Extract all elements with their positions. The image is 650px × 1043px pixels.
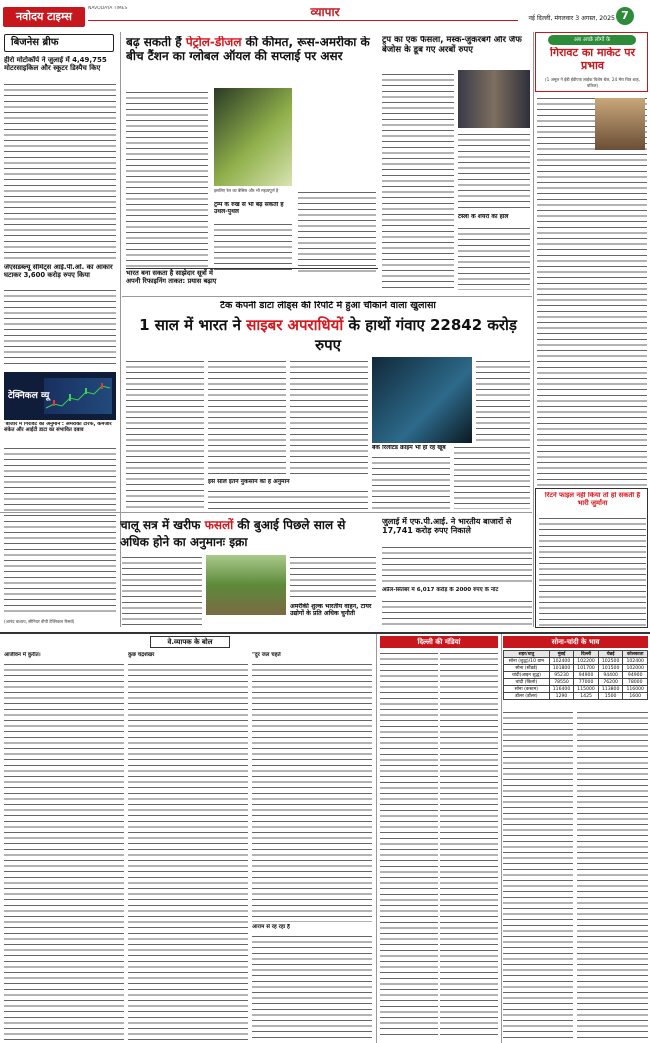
section-name: व्यापार [310,5,340,19]
table-cell: 116000 [623,686,648,693]
table-row [504,679,648,686]
column-divider [376,634,377,1043]
table-cell: 77000 [574,679,599,686]
feature-tag [548,35,636,45]
table-cell: सोना (शुद्ध)/10 ग्राम [504,658,550,665]
crops-headline-red: फसलों [204,518,234,532]
dateline: नई दिल्ली, मंगलवार 3 अगस्त, 2025 [528,15,615,22]
brief2-headline: जेएसडब्ल्यू सीमेंट्स आई.पी.ओ. का आकार घटाकर 3,600 करोड़ रुपए किया [4,264,113,279]
vyapaar-col1 [4,662,124,1040]
fuel-pump-photo [214,88,292,186]
table-cell: 78550 [549,679,574,686]
table-cell: 102000 [623,665,648,672]
table-cell: 101800 [549,665,574,672]
brand-small: NAVODAYA TIMES [88,6,128,11]
crops-body-col1 [122,555,202,627]
table-cell: 101500 [598,665,623,672]
newspaper-logo [3,7,85,27]
cyber-story [122,297,532,512]
column-divider [533,32,534,627]
vyapaar-col3 [252,662,372,922]
fpi-subhead: अप्रैल-सितंबर में 6,017 करोड़ के 2000 रुपए के नोट [382,587,499,593]
bullion-rates-list-col1 [503,710,573,1040]
feature-subline: (1 अमूल ने ईडी ईडीएफ लाईक विशेष बेज, 24 मॅरा चित्र शाह, वकिल) [545,77,642,88]
lead-headline-part1: बढ़ सकती हैं [126,36,182,49]
bullion-col-header: मुंबई [549,651,574,658]
table-cell: सोना (स्टैंडर्ड) [504,665,550,672]
trump-subhead: टैस्ला के शेयरों का हाल [458,214,509,220]
cyber-body-col3 [290,359,368,477]
bullion-col-header: चेन्नई [598,651,623,658]
vyapaar-col3b [252,934,372,1040]
bullion-header-text: सोना-चांदी के भाव [551,638,600,646]
lead-subhead [214,202,292,220]
table-cell: 113800 [598,686,623,693]
bullion-col-header: दिल्ली [574,651,599,658]
vyapaar-col3-subhead: आराम से रह रहा है [252,924,290,930]
bullion-col-header: शहर/धातु [504,651,550,658]
fpi-headline: जुलाई में एफ.पी.आई. ने भारतीय बाजारों से 17,741 करोड़ रुपए निकाले [382,517,512,536]
brief-header-text: बिजनेस ब्रीफ [11,37,59,48]
mandi-section [378,634,500,1043]
cyber-body-col1 [126,359,204,509]
bullion-col-header: कोलकाता [623,651,648,658]
table-cell: 115000 [574,686,599,693]
table-cell: 95230 [549,672,574,679]
trump-body-col3 [458,226,530,290]
trump-headline: ट्रंप का एक फैसला, मस्क-जुकरबर्ग और जैफ बेजोस के डूब गए अरबों रुपए [382,36,522,55]
masthead [0,0,650,30]
crops-subhead: अमरीकी शुल्क भारतीय वाहन, टायर उद्योगों के प्रति अधिक चुनौती [290,603,372,618]
table-cell: 116400 [549,686,574,693]
table-cell: चांदी(आइन शुद्ध) [504,672,550,679]
bullion-table-wrap [503,650,648,706]
lead-sidebar-box [126,268,378,294]
page-number-badge [616,7,634,25]
crops-headline [120,517,376,551]
technical-caption: 'बाजार में गिरावट का अनुमान': अमरीकी टैरिफ, कमजोर संकेत और आईटी डाटा का संभावित दबाव [4,422,112,433]
bullion-rates-list-col2 [577,710,648,1040]
cyber-kicker: टैक कंपनी डाटा लीड्स की रिपोर्ट में हुआ चौंकाने वाला खुलासा [220,301,436,311]
crops-byline: (आनंद कश्यप, सीनियर वीपी टेक्निकल रिसर्च) [4,619,75,624]
table-row [504,686,648,693]
table-row [504,658,648,665]
cyber-subhead1: इस साल इतने नुकसान का है अनुमान [208,479,290,485]
brief1-headline: हीरो मोटोकॉर्प ने जुलाई में 4,49,755 मोटरसाइकिल और स्कूटर डिस्पैच किए [4,56,107,73]
cyber-body-col5 [454,445,530,509]
right-column-photo [595,98,645,150]
lead-body-col2 [214,222,292,272]
cyber-body-col4 [372,455,450,509]
vyapaar-col1-head: आजीवन में कुरीत। [4,652,41,658]
table-cell: सोना (कस्टम) [504,686,550,693]
vyapaar-col2 [128,662,248,1040]
cyber-headline-red: साइबर अपराधियों [246,316,344,334]
lead-headline-part2: की कीमत, रूस-अमरीका के बीच टैंशन का ग्लोबल ऑयल की सप्लाई पर असर [126,36,370,63]
crops-story [0,513,378,630]
table-cell: 1500 [598,693,623,700]
brief2-body [4,288,116,368]
lead-headline [126,36,378,80]
mandi-rates-col1 [380,651,438,1039]
hacker-photo [372,357,472,443]
cyber-headline-b: के हाथों गंवाए 22842 करोड़ रुपए [315,316,517,354]
table-row [504,693,648,700]
table-cell: 94900 [623,672,648,679]
logo-text: नवोदय टाइम्स [16,10,72,23]
vyapaar-header-text: वे.व्यापक के बोल [167,638,213,646]
table-row [504,672,648,679]
itr-story [535,488,648,628]
column-divider [501,634,502,1043]
brief1-body [4,82,116,260]
crops-headline-a: चालू सत्र में खरीफ [120,518,201,532]
table-cell: 78000 [623,679,648,686]
table-cell: डॉलर (डॉलर) [504,693,550,700]
page-number: 7 [621,9,629,22]
table-cell: 102200 [574,658,599,665]
table-cell: 1290 [549,693,574,700]
cyber-body-col6 [476,359,530,443]
fpi-story [380,513,532,630]
vyapaar-col3-head: "दुर जल चहते [252,652,281,658]
table-cell: 101700 [574,665,599,672]
lead-headline-red: पेट्रोल-डीजल [185,36,242,49]
farmers-field-photo [206,555,286,615]
right-column-body [537,96,647,486]
technical-view-box [4,372,116,420]
bullion-header-row [504,651,648,658]
feature-tag-text: अब अच्छे लोगों के [573,37,611,43]
table-row [504,665,648,672]
cyber-headline-a: 1 साल में भारत ने [139,316,241,334]
bullion-header [503,636,648,648]
itr-headline: रिटर्न फाइल नहीं किया तो हो सकती है भारी जुर्माना [544,492,641,507]
mandi-rates-col2 [440,651,498,1039]
mandi-header-text: दिल्ली की मंडियां [417,638,461,646]
cyber-headline [126,315,530,357]
trump-body-col2 [458,132,530,212]
vyapaar-col2-head: कुछ चंद्रशेखर [128,652,155,658]
brief-header [4,34,114,52]
lead-sidebar-headline: भारत बना सकता है साझेदार सूत्रों में अपनी रिफाइनिंग ताकत: प्रयास बढ़ाए [126,269,217,285]
table-cell: 1425 [574,693,599,700]
bullion-section [503,634,648,1043]
bullion-table [503,650,648,700]
table-cell: 102500 [598,658,623,665]
fpi-body2 [382,599,532,629]
crops-headline-b: की बुआई पिछले साल से अधिक होने का अनुमानः इक्रा [120,518,346,549]
cyber-subhead2: बैंक रिलेटिड क्राइम भी हो रहे खूब [372,445,446,451]
lead-body-col3 [298,190,376,272]
fpi-body [382,545,532,585]
lead-story [122,30,380,295]
itr-body [539,516,646,626]
fuel-photo-caption: इसलिए रेल का बेसिस और भी महत्वपूर्ण है [214,188,279,193]
lead-subhead-text: ट्रम्प के रुख से भी बढ़ सकती है उथल-पुथल [214,202,284,215]
table-cell: 94900 [574,672,599,679]
table-cell: 76200 [598,679,623,686]
table-cell: चांदी (किलो) [504,679,550,686]
table-cell: 1600 [623,693,648,700]
lead-body-col1 [126,90,208,270]
right-feature-box [535,32,648,92]
trump-body-col1 [382,72,454,292]
table-cell: 94400 [598,672,623,679]
table-cell: 102400 [549,658,574,665]
feature-title: गिरावट का माकेट पर प्रभाव [549,47,635,72]
table-cell: 102400 [623,658,648,665]
cyber-body-col2b [208,489,368,509]
cyber-body-col2 [208,359,286,477]
technical-tag: टेक्निकल व्यू [8,391,50,401]
vyapaar-section [0,634,375,1043]
mandi-header [380,636,498,648]
trump-story [380,30,532,295]
crops-body-col2 [290,555,376,601]
musk-zuckerberg-bezos-photo [458,70,530,128]
vyapaar-header [150,636,230,648]
